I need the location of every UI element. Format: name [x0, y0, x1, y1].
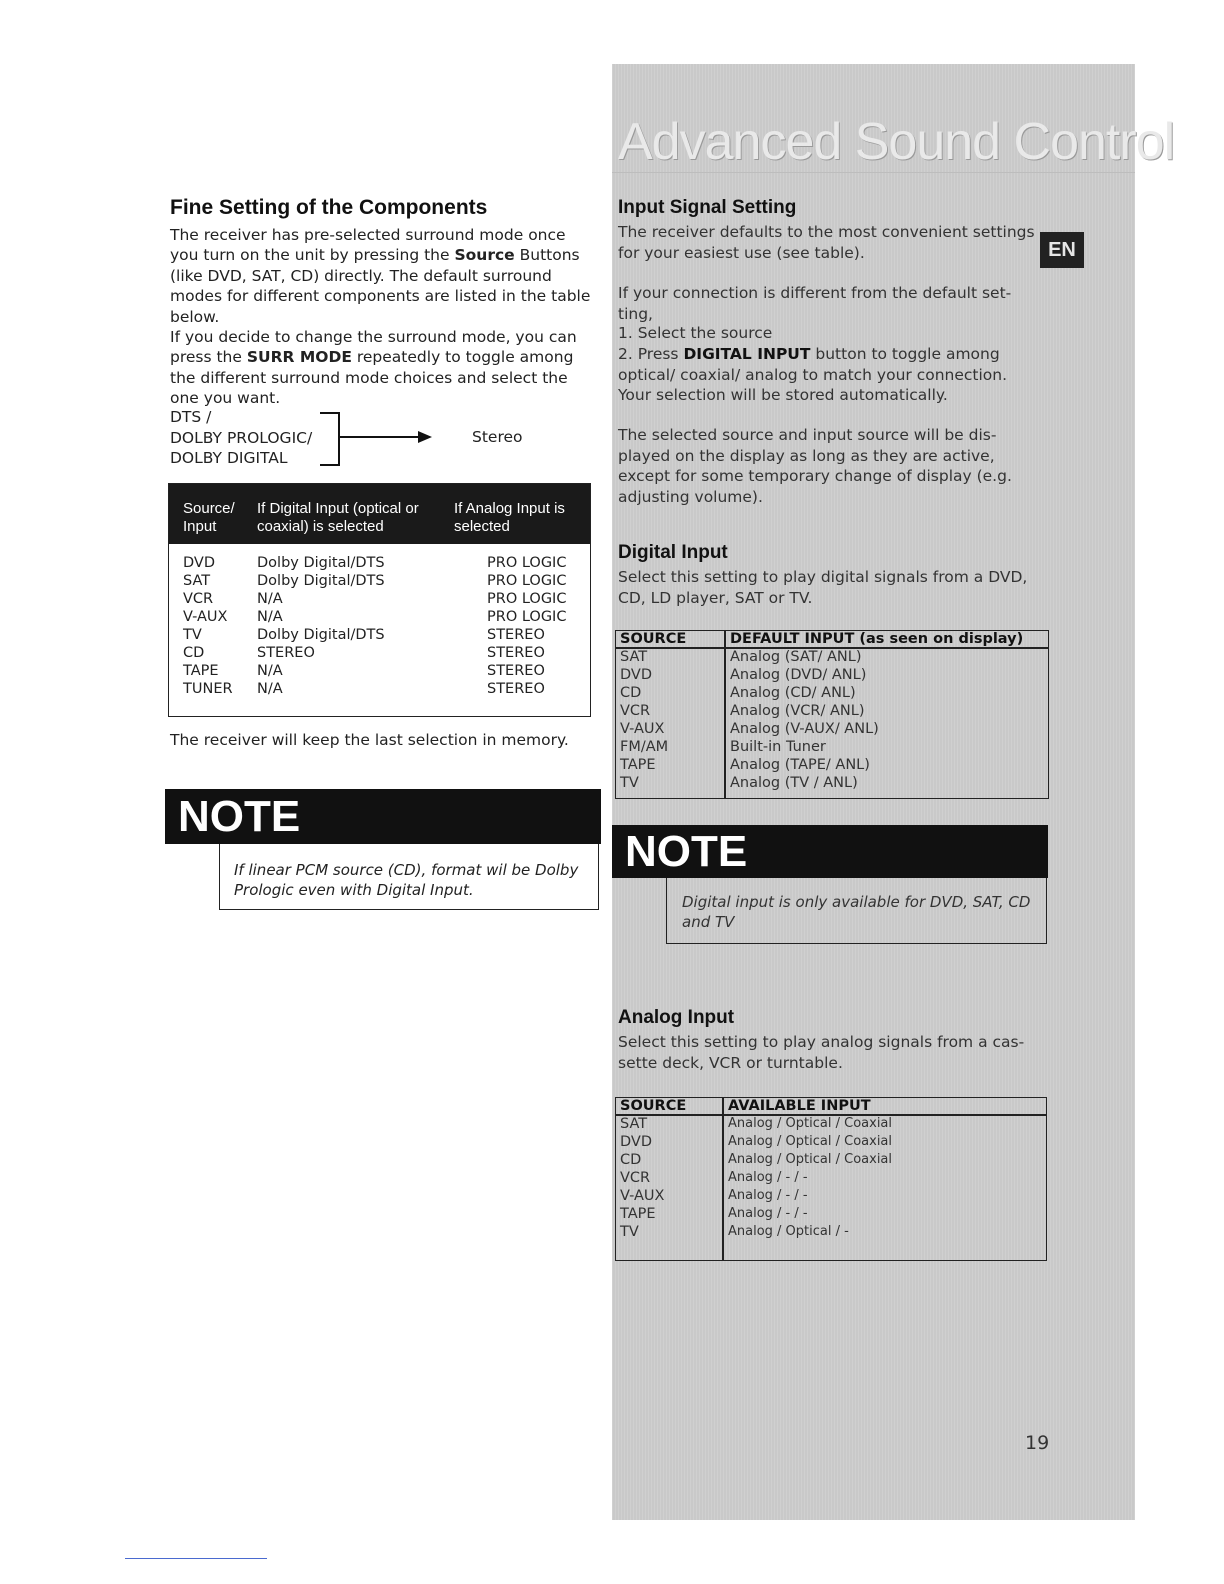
step2-text-c: button to toggle among optical/ coaxial/ analog to match your connection. Your selection will be stored automatically. [618, 345, 1008, 404]
input-signal-display: The selected source and input source will be dis- played on the display as long as they are active, except for some temporary change of display (e.g. adjusting volume). [618, 426, 1012, 506]
cell-default: Analog (CD/ ANL) [730, 685, 856, 701]
header-digital: If Digital Input (optical or coaxial) is selected [257, 500, 419, 535]
cell-default: Analog (SAT/ ANL) [730, 649, 862, 665]
cell-analog: STEREO [487, 645, 545, 661]
cell-default: Built-in Tuner [730, 739, 826, 755]
table-divider [724, 631, 726, 798]
cell-default: Analog (DVD/ ANL) [730, 667, 867, 683]
analog-input-heading: Analog Input [618, 1007, 735, 1028]
table-row [169, 608, 590, 626]
footer-rule [125, 1558, 267, 1559]
cell-source: CD [620, 1152, 642, 1168]
cell-source: TAPE [183, 663, 219, 679]
step2-text-a: 2. Press [618, 345, 684, 363]
cell-source: SAT [183, 573, 211, 589]
cell-available: Analog / - / - [728, 1188, 808, 1203]
input-signal-heading: Input Signal Setting [618, 197, 797, 218]
table-row [169, 644, 590, 662]
cell-analog: STEREO [487, 663, 545, 679]
note-title: NOTE [178, 792, 301, 841]
digital-input-bold: DIGITAL INPUT [683, 345, 811, 363]
cell-analog: STEREO [487, 627, 545, 643]
mode-target-label: Stereo [472, 428, 523, 446]
cell-source: DVD [183, 555, 215, 571]
note-text: If linear PCM source (CD), format wil be Dolby Prologic even with Digital Input. [234, 861, 579, 899]
arrow-line [340, 436, 422, 438]
cell-default: Analog (TAPE/ ANL) [730, 757, 870, 773]
section-title: Advanced Sound Control [618, 113, 1175, 171]
language-badge: EN [1040, 232, 1084, 268]
arrow-right-icon [418, 431, 432, 443]
cell-digital: Dolby Digital/DTS [257, 573, 385, 589]
digital-input-text: Select this setting to play digital signals from a DVD, CD, LD player, SAT or TV. [618, 568, 1028, 607]
header-analog: If Analog Input is selected [454, 500, 565, 535]
header-source: Source/ Input [183, 500, 235, 535]
cell-source: CD [183, 645, 205, 661]
available-input-table [615, 1097, 1047, 1261]
header-source: SOURCE [620, 1098, 687, 1114]
cell-available: Analog / Optical / Coaxial [728, 1134, 893, 1149]
para1-source-bold: Source [454, 246, 515, 265]
mode-item: DTS / [170, 408, 212, 426]
cell-default: Analog (TV / ANL) [730, 775, 858, 791]
header-default-input: DEFAULT INPUT (as seen on display) [730, 631, 1024, 647]
table-divider [722, 1098, 724, 1260]
cell-analog: PRO LOGIC [487, 555, 567, 571]
cell-source: V-AUX [620, 721, 665, 737]
page-number: 19 [1025, 1432, 1050, 1454]
cell-analog: PRO LOGIC [487, 591, 567, 607]
header-source: SOURCE [620, 631, 687, 647]
table-row [169, 662, 590, 680]
cell-available: Analog / Optical / - [728, 1224, 849, 1239]
memory-note: The receiver will keep the last selection in memory. [170, 731, 569, 749]
para1-text-c: Buttons (like DVD, SAT, CD) directly. The default surround modes for different components are listed in the table below. [170, 246, 591, 326]
cell-digital: N/A [257, 609, 283, 625]
cell-source: DVD [620, 1134, 652, 1150]
cell-digital: STEREO [257, 645, 315, 661]
table-row [169, 626, 590, 644]
fine-setting-paragraph [170, 225, 595, 409]
cell-source: VCR [620, 703, 651, 719]
input-signal-step2 [618, 344, 1036, 406]
cell-analog: PRO LOGIC [487, 573, 567, 589]
cell-source: TV [620, 775, 639, 791]
analog-input-text: Select this setting to play analog signals from a cas- sette deck, VCR or turntable. [618, 1033, 1025, 1072]
para2-surr-mode-bold: SURR MODE [246, 348, 352, 367]
cell-digital: Dolby Digital/DTS [257, 627, 385, 643]
cell-source: V-AUX [183, 609, 228, 625]
cell-digital: N/A [257, 591, 283, 607]
cell-source: SAT [620, 1116, 648, 1132]
mode-bracket [320, 412, 340, 466]
note-title: NOTE [625, 827, 748, 876]
cell-source: TUNER [183, 681, 233, 697]
input-signal-step1: 1. Select the source [618, 324, 773, 342]
mode-item: DOLBY DIGITAL [170, 449, 288, 467]
input-signal-intro: The receiver defaults to the most convenient settings for your easiest use (see table). [618, 223, 1035, 262]
cell-source: FM/AM [620, 739, 669, 755]
cell-source: VCR [620, 1170, 651, 1186]
cell-available: Analog / - / - [728, 1170, 808, 1185]
table-row [169, 680, 590, 698]
title-divider [612, 172, 1135, 173]
cell-source: V-AUX [620, 1188, 665, 1204]
cell-source: TV [183, 627, 202, 643]
cell-source: TV [620, 1224, 639, 1240]
table-row [169, 554, 590, 572]
surround-mode-list [170, 407, 312, 469]
fine-setting-heading: Fine Setting of the Components [170, 196, 488, 219]
table-row [169, 590, 590, 608]
cell-source: DVD [620, 667, 652, 683]
cell-source: TAPE [620, 757, 656, 773]
cell-digital: N/A [257, 681, 283, 697]
para1-text-a: The receiver has pre-selected surround mode once you turn on the unit by pressing the [170, 226, 566, 265]
cell-available: Analog / Optical / Coaxial [728, 1152, 893, 1167]
surround-mode-table [168, 483, 591, 717]
cell-available: Analog / - / - [728, 1206, 808, 1221]
cell-source: TAPE [620, 1206, 656, 1222]
cell-default: Analog (V-AUX/ ANL) [730, 721, 879, 737]
cell-digital: N/A [257, 663, 283, 679]
cell-digital: Dolby Digital/DTS [257, 555, 385, 571]
note-text: Digital input is only available for DVD, SAT, CD and TV [682, 893, 1031, 931]
cell-source: VCR [183, 591, 214, 607]
header-available-input: AVAILABLE INPUT [728, 1098, 871, 1114]
cell-analog: PRO LOGIC [487, 609, 567, 625]
table-header [169, 484, 590, 544]
mode-item: DOLBY PROLOGIC/ [170, 428, 313, 447]
para2-text-c: repeatedly to toggle among the different surround mode choices and select the one you want. [170, 348, 574, 408]
cell-available: Analog / Optical / Coaxial [728, 1116, 893, 1131]
cell-source: SAT [620, 649, 648, 665]
digital-input-heading: Digital Input [618, 542, 728, 563]
default-input-table [615, 630, 1049, 799]
para2-text-a: If you decide to change the surround mode, you can press the [170, 328, 577, 367]
input-signal-connection: If your connection is different from the default set- ting, [618, 284, 1012, 323]
cell-default: Analog (VCR/ ANL) [730, 703, 865, 719]
table-row [169, 572, 590, 590]
cell-analog: STEREO [487, 681, 545, 697]
cell-source: CD [620, 685, 642, 701]
